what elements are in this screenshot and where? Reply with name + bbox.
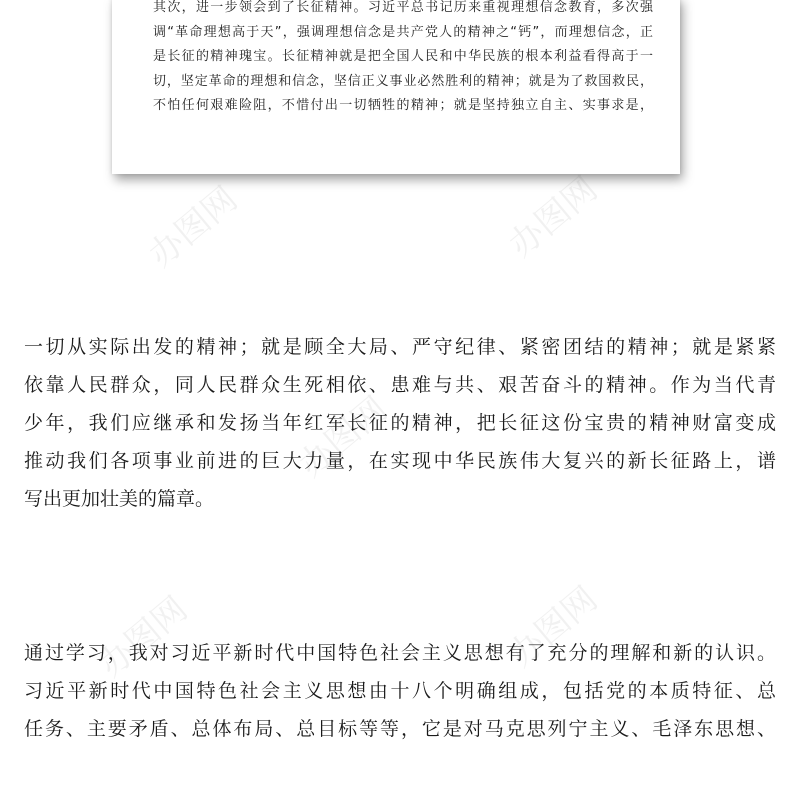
document-excerpt-text [153, 0, 653, 119]
watermark: 办图网 [141, 179, 246, 276]
excerpt-line: 是长征的精神瑰宝。长征精神就是把全国人民和中华民族的根本利益看得高于一 [153, 49, 653, 64]
excerpt-line: 调“革命理想高于天”，强调理想信念是共产党人的精神之“钙”，而理想信念，正 [153, 24, 653, 40]
paragraph-line: 习近平新时代中国特色社会主义思想由十八个明确组成，包括党的本质特征、总 [24, 680, 776, 702]
paragraph-line: 任务、主要矛盾、总体布局、总目标等等，它是对马克思列宁主义、毛泽东思想、 [24, 718, 776, 740]
paragraph-line: 依靠人民群众，同人民群众生死相依、患难与共、艰苦奋斗的精神。作为当代青 [24, 374, 776, 396]
paragraph-line: 通过学习，我对习近平新时代中国特色社会主义思想有了充分的理解和新的认识。 [24, 642, 776, 664]
watermark: 办图网 [501, 169, 606, 266]
document-excerpt-card [112, 0, 680, 174]
excerpt-line: 其次，进一步领会到了长征精神。习近平总书记历来重视理想信念教育，多次强 [153, 0, 653, 15]
paragraph-long-march-spirit [24, 328, 776, 518]
watermark: 办图网 [291, 389, 396, 486]
excerpt-line: 切，坚定革命的理想和信念，坚信正义事业必然胜利的精神；就是为了救国救民， [153, 73, 653, 89]
paragraph-line: 一切从实际出发的精神；就是顾全大局、严守纪律、紧密团结的精神；就是紧紧 [24, 336, 776, 358]
paragraph-line: 推动我们各项事业前进的巨大力量，在实现中华民族伟大复兴的新长征路上，谱 [24, 450, 776, 472]
watermark: 办图网 [501, 579, 606, 676]
watermark: 办图网 [91, 589, 196, 686]
paragraph-line: 少年，我们应继承和发扬当年红军长征的精神，把长征这份宝贵的精神财富变成 [24, 412, 776, 434]
paragraph-new-era-thought [24, 634, 776, 748]
paragraph-line: 写出更加壮美的篇章。 [24, 488, 215, 510]
excerpt-line: 不怕任何艰难险阻，不惜付出一切牺牲的精神；就是坚持独立自主、实事求是， [153, 98, 653, 113]
